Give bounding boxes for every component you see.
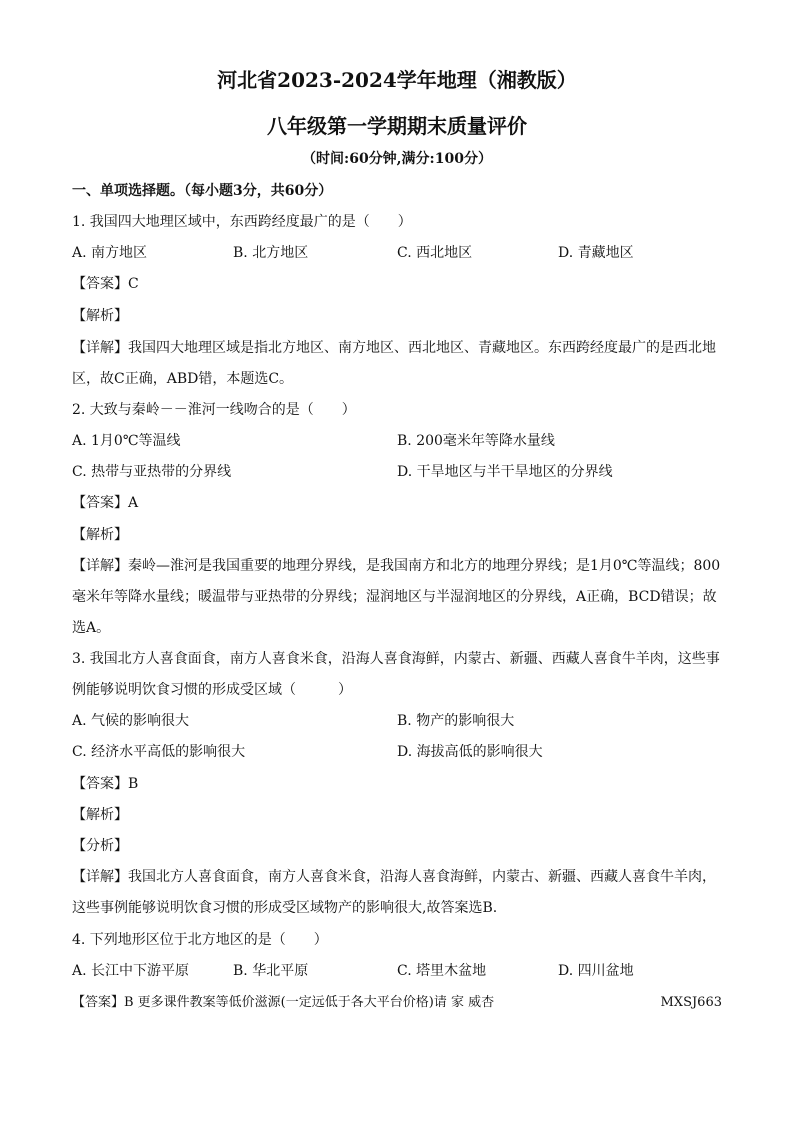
question-1-detail-line1: 【详解】我国四大地理区域是指北方地区、南方地区、西北地区、青藏地区。东西跨经度最广的是西北地 (72, 340, 716, 356)
question-3-stem-line1: 3. 我国北方人喜食面食，南方人喜食米食，沿海人喜食海鲜，内蒙古、新疆、西藏人喜食牛羊肉，这些事 (72, 651, 720, 667)
question-2-option-a: A. 1月0℃等温线 (72, 433, 181, 449)
question-2-option-c: C. 热带与亚热带的分界线 (72, 464, 232, 480)
footer-text: 【答案】B 更多课件教案等低价滋源(一定远低于各大平台价格)请 家 威杏 (72, 995, 495, 1010)
footer-line (72, 992, 722, 1014)
question-1-option-c: C. 西北地区 (397, 245, 473, 261)
question-4-option-d: D. 四川盆地 (558, 963, 634, 979)
question-3-detail-line1: 【详解】我国北方人喜食面食，南方人喜食米食，沿海人喜食海鲜，内蒙古、新疆、西藏人喜食牛羊肉， (72, 869, 716, 885)
question-1-analysis-label: 【解析】 (72, 308, 128, 324)
question-1-option-a: A. 南方地区 (72, 245, 148, 261)
question-2-option-d: D. 干旱地区与半干旱地区的分界线 (397, 464, 613, 480)
question-3-option-d: D. 海拔高低的影响很大 (397, 744, 543, 760)
question-3-answer: 【答案】B (72, 776, 139, 792)
question-2-analysis-label: 【解析】 (72, 527, 128, 543)
question-3-option-b: B. 物产的影响很大 (397, 713, 515, 729)
question-1-stem: 1. 我国四大地理区域中，东西跨经度最广的是（ ） (72, 214, 412, 230)
document-title-line2: 八年级第一学期期末质量评价 (267, 114, 527, 138)
document-title: 河北省2023-2024学年地理（湘教版） (217, 68, 577, 92)
question-2-option-b: B. 200毫米年等降水量线 (397, 433, 555, 449)
question-4-option-b: B. 华北平原 (233, 963, 309, 979)
question-2-detail-line1: 【详解】秦岭—淮河是我国重要的地理分界线，是我国南方和北方的地理分界线；是1月0℃等温线；800 (72, 558, 721, 574)
section-heading: 一、单项选择题。（每小题3分，共60分） (72, 183, 333, 199)
exam-time-info: （时间:60分钟,满分:100分） (302, 151, 492, 167)
question-3-option-c: C. 经济水平高低的影响很大 (72, 744, 246, 760)
question-1-answer: 【答案】C (72, 276, 139, 292)
question-2-detail-line2: 毫米年等降水量线；暖温带与亚热带的分界线；湿润地区与半湿润地区的分界线，A正确，BCD错误；故 (72, 589, 717, 605)
question-4-option-a: A. 长江中下游平原 (72, 963, 190, 979)
question-2-stem: 2. 大致与秦岭－－淮河一线吻合的是（ ） (72, 402, 356, 418)
question-3-detail-line2: 这些事例能够说明饮食习惯的形成受区域物产的影响很大,故答案选B. (72, 900, 498, 916)
question-2-answer: 【答案】A (72, 495, 139, 511)
question-1-option-b: B. 北方地区 (233, 245, 309, 261)
question-3-stem-line2: 例能够说明饮食习惯的形成受区域（ ） (72, 682, 352, 698)
question-1-option-d: D. 青藏地区 (558, 245, 634, 261)
question-4-option-c: C. 塔里木盆地 (397, 963, 487, 979)
footer-code: MXSJ663 (660, 995, 722, 1010)
question-1-detail-line2: 区，故C正确，ABD错，本题选C。 (72, 371, 294, 387)
question-3-fenxi-label: 【分析】 (72, 838, 128, 854)
question-3-analysis-label: 【解析】 (72, 807, 128, 823)
question-4-stem: 4. 下列地形区位于北方地区的是（ ） (72, 932, 328, 948)
question-3-option-a: A. 气候的影响很大 (72, 713, 190, 729)
question-2-detail-line3: 选A。 (72, 620, 111, 636)
